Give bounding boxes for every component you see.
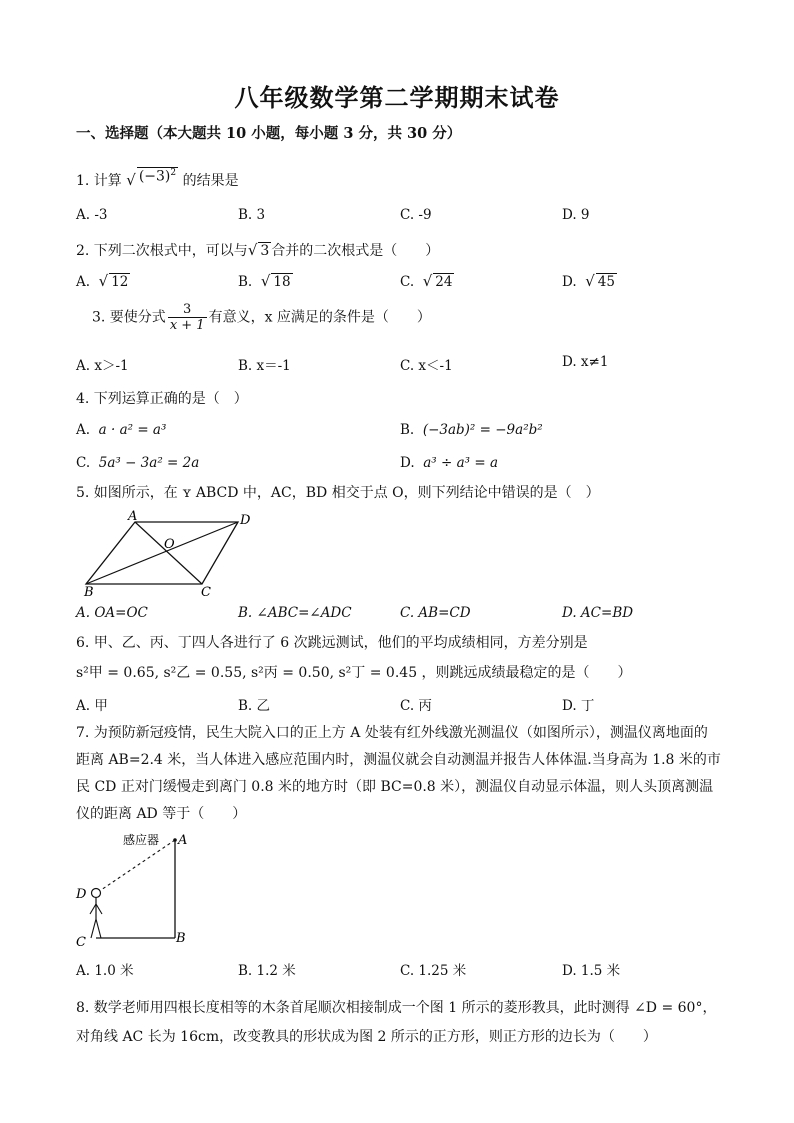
label-o: O [164,537,175,552]
diagonal-bd [86,522,238,584]
question-4: 4. 下列运算正确的是（ ） [76,391,248,407]
q3-option-c[interactable]: C. x＜-1 [400,358,453,374]
q7-option-c[interactable]: C. 1.25 米 [400,963,467,979]
q1-option-d[interactable]: D. 9 [562,207,590,223]
q2-option-a[interactable]: A. √ 12 [76,272,129,290]
q7-option-b[interactable]: B. 1.2 米 [238,963,296,979]
question-3 [92,302,431,333]
q2-radical: 3 [260,243,270,259]
q3-option-d[interactable]: D. x≠1 [562,354,609,370]
q4-option-d[interactable]: D. a³ ÷ a³ = a [400,455,498,471]
q1-radicand: $(-3)^2$ [138,168,177,185]
person-leg-right [96,919,101,938]
radical-sign: √ [247,241,258,259]
label-d: D [76,887,87,902]
question-2 [76,240,439,260]
q1-option-c[interactable]: C. -9 [400,207,432,223]
person-arm-right [96,904,102,914]
diagonal-ac [135,522,202,584]
q3-suffix: 有意义，x 应满足的条件是（ ） [208,309,431,326]
q5-option-c[interactable]: C. AB=CD [400,605,471,621]
thermometer-figure [74,826,204,952]
label-a: A [178,833,188,848]
q3-fraction: $\frac{3}{x + 1}$ [169,302,205,333]
question-7-line-4: 仪的距离 AD 等于（ ） [76,806,247,822]
q4-option-a[interactable]: A. a · a² = a³ [76,422,167,438]
label-d: D [240,513,251,528]
q2-prefix: 2. 下列二次根式中，可以与 [76,243,248,259]
q1-option-b[interactable]: B. 3 [238,207,266,223]
q6-option-a[interactable]: A. 甲 [76,698,108,714]
q2-option-d[interactable]: D. √ 45 [562,272,615,290]
question-1 [76,170,239,190]
question-8-line-2: 对角线 AC 长为 16cm，改变教具的形状成为图 2 所示的正方形，则正方形的边长为（ ） [76,1029,657,1045]
q1-suffix: 的结果是 [182,173,239,189]
label-c: C [201,585,211,598]
q1-prefix: 1. 计算 [76,173,122,189]
q4-option-c[interactable]: C. 5a³ − 3a² = 2a [76,455,200,471]
question-7-line-2: 距离 AB=2.4 米，当人体进入感应范围内时，测温仪就会自动测温并报告人体体温.当身高为 1.8 米的市 [76,752,721,768]
sensor-label: 感应器 [123,833,160,847]
person-head [92,889,101,898]
q2-option-b[interactable]: B. √ 18 [238,272,291,290]
q2-suffix: 合并的二次根式是（ ） [271,243,440,259]
page-title: 八年级数学第二学期期末试卷 [234,83,560,112]
q5-option-a[interactable]: A. OA=OC [76,605,148,621]
label-b: B [176,931,186,946]
q7-option-d[interactable]: D. 1.5 米 [562,963,621,979]
section-heading: 一、选择题（本大题共 10 小题，每小题 3 分，共 30 分） [76,125,462,142]
question-7-line-1: 7. 为预防新冠疫情，民生大院入口的正上方 A 处装有红外线激光测温仪（如图所示），测温仪离地面的 [76,725,708,741]
question-6-line-1: 6. 甲、乙、丙、丁四人各进行了 6 次跳远测试，他们的平均成绩相同，方差分别是 [76,635,588,651]
q6-option-b[interactable]: B. 乙 [238,698,271,714]
question-7-line-3: 民 CD 正对门缓慢走到离门 0.8 米的地方时（即 BC=0.8 米），测温仪自动显示体温，则人头顶离测温 [76,779,714,795]
question-6-line-2: s²甲 = 0.65, s²乙 = 0.55, s²丙 = 0.50, s²丁 = 0.45 ，则跳远成绩最稳定的是（ ） [76,665,632,681]
q6-option-c[interactable]: C. 丙 [400,698,432,714]
q3-prefix: 3. 要使分式 [92,309,166,326]
label-b: B [84,585,94,598]
label-a: A [128,509,138,524]
q2-option-c[interactable]: C. √ 24 [400,272,453,290]
q5-option-d[interactable]: D. AC=BD [562,605,634,621]
q3-option-b[interactable]: B. x＝-1 [238,358,291,374]
radical-sign: √ [126,171,136,189]
q7-option-a[interactable]: A. 1.0 米 [76,963,134,979]
question-8-line-1: 8. 数学老师用四根长度相等的木条首尾顺次相接制成一个图 1 所示的菱形教具，此时测得 ∠D = 60°， [76,1000,717,1016]
segment-ad-dashed [101,840,175,890]
parallelogram-figure [80,508,260,598]
q1-option-a[interactable]: A. -3 [76,207,108,223]
q5-option-b[interactable]: B. ∠ABC=∠ADC [238,605,352,621]
q6-option-d[interactable]: D. 丁 [562,698,595,714]
person-leg-left [91,919,96,938]
question-5: 5. 如图所示，在 ʏ ABCD 中，AC，BD 相交于点 O，则下列结论中错误的是（ ） [76,485,600,501]
q4-option-b[interactable]: B. (−3ab)² = −9a²b² [400,422,543,438]
q3-option-a[interactable]: A. x＞-1 [76,358,129,374]
label-c: C [76,935,86,950]
person-arm-left [90,904,96,914]
